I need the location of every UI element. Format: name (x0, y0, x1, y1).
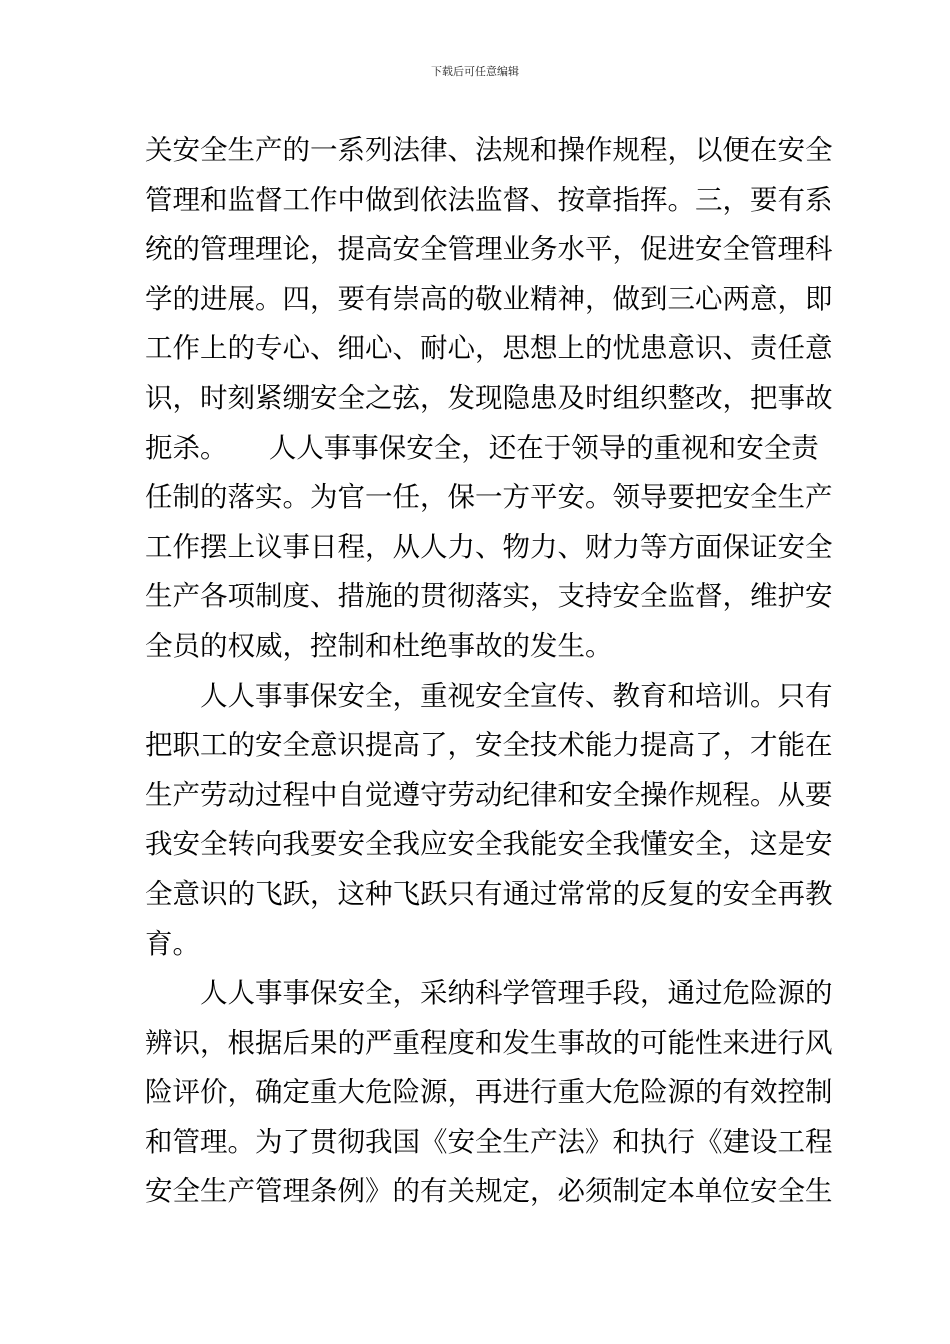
text-line: 和管理。为了贯彻我国《安全生产法》和执行《建设工程 (145, 1125, 833, 1158)
text-line: 全员的权威，控制和杜绝事故的发生。 (145, 629, 613, 662)
text-line: 工作上的专心、细心、耐心，思想上的忧患意识、责任意 (145, 332, 833, 365)
text-line: 识，时刻紧绷安全之弦，发现隐患及时组织整改，把事故 (145, 381, 833, 414)
text-line: 育。 (145, 927, 200, 960)
text-line: 辨识，根据后果的严重程度和发生事故的可能性来进行风 (145, 1026, 833, 1059)
text-line: 生产劳动过程中自觉遵守劳动纪律和安全操作规程。从要 (145, 778, 833, 811)
text-line: 管理和监督工作中做到依法监督、按章指挥。三，要有系 (145, 183, 833, 216)
text-line: 安全生产管理条例》的有关规定，必须制定本单位安全生 (145, 1175, 833, 1208)
text-line: 工作摆上议事日程，从人力、物力、财力等方面保证安全 (145, 530, 833, 563)
page-header: 下载后可任意编辑 (431, 65, 519, 78)
text-line: 把职工的安全意识提高了，安全技术能力提高了，才能在 (145, 729, 833, 762)
text-line: 任制的落实。为官一任，保一方平安。领导要把安全生产 (145, 481, 833, 514)
text-line: 生产各项制度、措施的贯彻落实，支持安全监督，维护安 (145, 580, 833, 613)
document-body (145, 126, 833, 1217)
text-line: 扼杀。 人人事事保安全，还在于领导的重视和安全责 (145, 431, 819, 464)
paragraph-first-line: 人人事事保安全，采纳科学管理手段，通过危险源的 (200, 977, 833, 1010)
text-line: 统的管理理论，提高安全管理业务水平，促进安全管理科 (145, 233, 833, 266)
text-line: 我安全转向我要安全我应安全我能安全我懂安全，这是安 (145, 828, 833, 861)
text-line: 险评价，确定重大危险源，再进行重大危险源的有效控制 (145, 1076, 833, 1109)
text-line: 关安全生产的一系列法律、法规和操作规程，以便在安全 (145, 134, 833, 166)
paragraph-first-line: 人人事事保安全，重视安全宣传、教育和培训。只有 (200, 679, 833, 712)
text-line: 学的进展。四，要有崇高的敬业精神，做到三心两意，即 (145, 282, 833, 315)
text-line: 全意识的飞跃，这种飞跃只有通过常常的反复的安全再教 (145, 877, 833, 910)
